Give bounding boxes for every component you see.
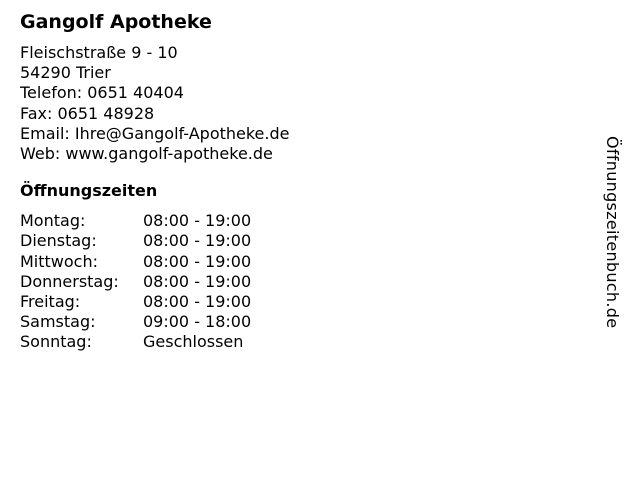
hours-row (20, 332, 251, 352)
hours-day: Sonntag: (20, 332, 92, 352)
email-address: Email: Ihre@Gangolf-Apotheke.de (20, 123, 290, 143)
fax-number: Fax: 0651 48928 (20, 103, 155, 123)
hours-time: 08:00 - 19:00 (143, 211, 252, 231)
hours-row (20, 211, 251, 231)
hours-row (20, 252, 251, 272)
pharmacy-card (20, 10, 289, 353)
site-watermark: Öffnungszeitenbuch.de (603, 136, 622, 329)
hours-day: Mittwoch: (20, 251, 98, 271)
hours-time: 08:00 - 19:00 (143, 251, 252, 271)
hours-row (20, 231, 251, 251)
street-address: Fleischstraße 9 - 10 (20, 43, 178, 62)
city-address: 54290 Trier (20, 63, 111, 83)
hours-time: 08:00 - 19:00 (143, 271, 252, 291)
hours-day: Donnerstag: (20, 271, 119, 291)
hours-row (20, 312, 251, 332)
hours-day: Montag: (20, 211, 86, 231)
hours-day: Dienstag: (20, 231, 97, 251)
opening-hours-heading: Öffnungszeiten (20, 181, 158, 201)
hours-time: 08:00 - 19:00 (143, 292, 252, 312)
phone-number: Telefon: 0651 40404 (20, 83, 184, 103)
website: Web: www.gangolf-apotheke.de (20, 144, 273, 164)
hours-time: Geschlossen (143, 332, 244, 352)
hours-row (20, 292, 251, 312)
hours-day: Freitag: (20, 292, 81, 312)
hours-row (20, 272, 251, 292)
contact-block (20, 43, 289, 164)
hours-time: 08:00 - 19:00 (143, 231, 252, 251)
hours-day: Samstag: (20, 312, 96, 332)
hours-time: 09:00 - 18:00 (143, 312, 252, 332)
opening-hours-table (20, 211, 251, 352)
pharmacy-name: Gangolf Apotheke (20, 11, 212, 33)
